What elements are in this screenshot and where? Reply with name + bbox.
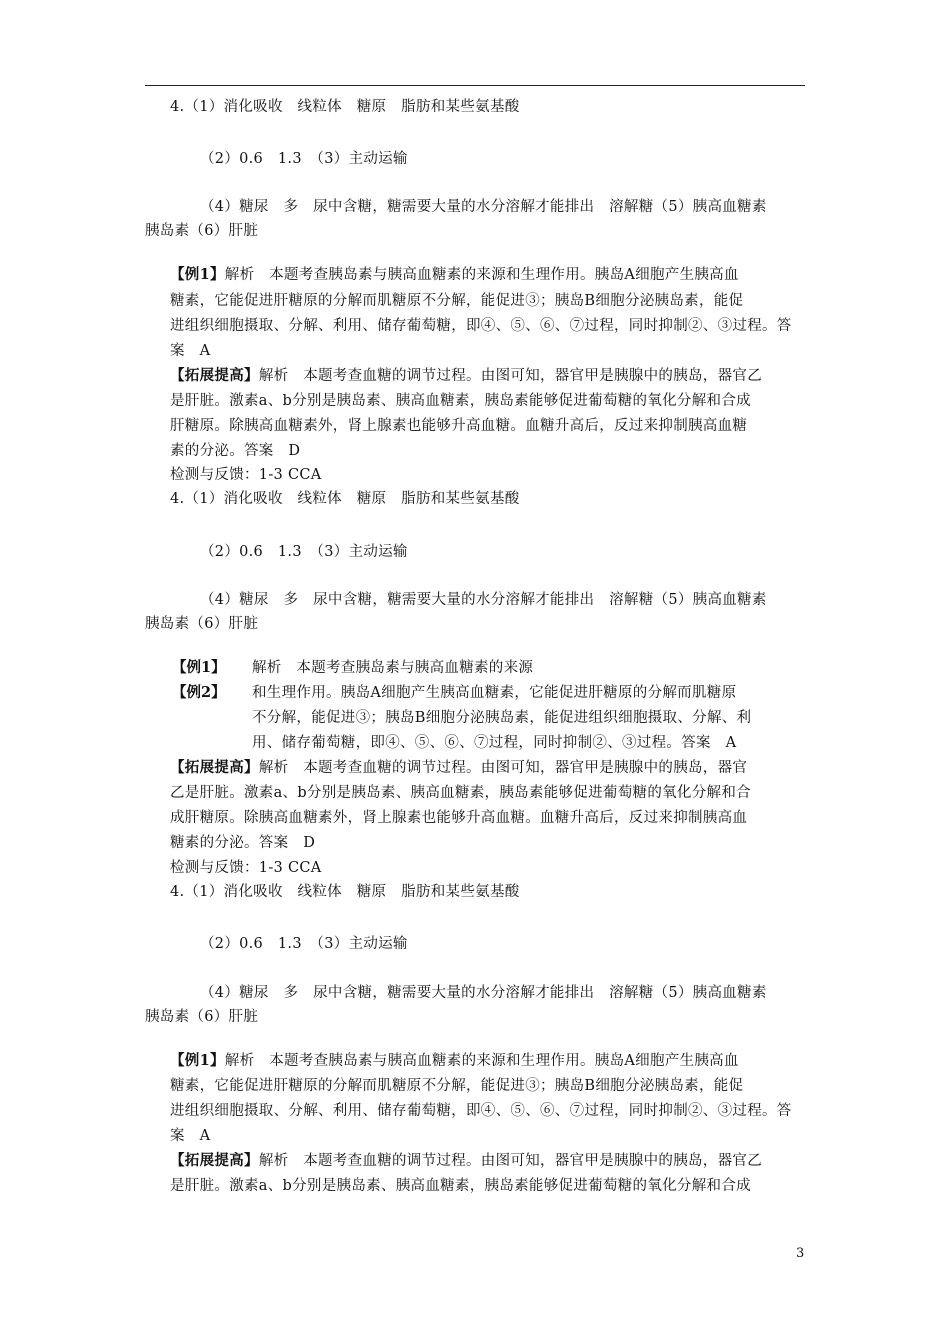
example-line: 不分解，能促进③；胰岛B细胞分泌胰岛素，能促进组织细胞摄取、分解、利 [252, 710, 752, 726]
extension-paragraph: 【拓展提高】解析 本题考查血糖的调节过程。由图可知，器官甲是胰腺中的胰岛，器官乙 [170, 367, 763, 384]
example-1-paragraph: 【例1】解析 本题考查胰岛素与胰高血糖素的来源和生理作用。胰岛A细胞产生胰高血 [170, 266, 739, 283]
answer-4-line: 4.（1）消化吸收 线粒体 糖原 脂肪和某些氨基酸 [170, 99, 520, 115]
extension-line: 糖素的分泌。答案 D [170, 835, 316, 851]
example-1-tag: 【例1】 [172, 659, 226, 676]
answer-4-line: 4.（1）消化吸收 线粒体 糖原 脂肪和某些氨基酸 [170, 491, 520, 507]
example-line: 和生理作用。胰岛A细胞产生胰高血糖素，它能促进肝糖原的分解而肌糖原 [252, 685, 737, 701]
answer-4-line: 4.（1）消化吸收 线粒体 糖原 脂肪和某些氨基酸 [170, 884, 520, 900]
extension-line: 乙是肝脏。激素a、b分别是胰岛素、胰高血糖素，胰岛素能够促进葡萄糖的氧化分解和合 [170, 785, 751, 801]
page-number: 3 [796, 1246, 805, 1261]
example-1-line: 进组织细胞摄取、分解、利用、储存葡萄糖，即④、⑤、⑥、⑦过程，同时抑制②、③过程。答 [170, 318, 792, 334]
example-1-tag: 【例1】 [170, 266, 225, 283]
extension-paragraph: 【拓展提高】解析 本题考查血糖的调节过程。由图可知，器官甲是胰腺中的胰岛，器官乙 [170, 1152, 763, 1169]
answer-4-line: （2）0.6 1.3 （3）主动运输 [200, 151, 408, 167]
example-1-paragraph: 【例1】解析 本题考查胰岛素与胰高血糖素的来源和生理作用。胰岛A细胞产生胰高血 [170, 1052, 739, 1069]
example-2-tag: 【例2】 [172, 684, 226, 701]
example-line: 用、储存葡萄糖，即④、⑤、⑥、⑦过程，同时抑制②、③过程。答案 A [252, 735, 737, 751]
example-line: 解析 本题考查胰岛素与胰高血糖素的来源 [252, 660, 534, 676]
answer-4-line: 胰岛素（6）肝脏 [145, 1009, 259, 1025]
header-rule [145, 85, 805, 86]
answer-4-line: （4）糖尿 多 尿中含糖，糖需要大量的水分溶解才能排出 溶解糖（5）胰高血糖素 [200, 199, 767, 215]
extension-tag: 【拓展提高】 [170, 1152, 259, 1169]
answer-4-line: 胰岛素（6）肝脏 [145, 223, 259, 239]
answer-4-line: （4）糖尿 多 尿中含糖，糖需要大量的水分溶解才能排出 溶解糖（5）胰高血糖素 [200, 985, 767, 1001]
extension-line: 肝糖原。除胰高血糖素外，肾上腺素也能够升高血糖。血糖升高后，反过来抑制胰高血糖 [170, 418, 748, 434]
example-1-line: 糖素，它能促进肝糖原的分解而肌糖原不分解，能促进③；胰岛B细胞分泌胰岛素，能促 [170, 1078, 744, 1094]
answer-4-line: （4）糖尿 多 尿中含糖，糖需要大量的水分溶解才能排出 溶解糖（5）胰高血糖素 [200, 592, 767, 608]
extension-line: 是肝脏。激素a、b分别是胰岛素、胰高血糖素，胰岛素能够促进葡萄糖的氧化分解和合成 [170, 393, 751, 409]
extension-paragraph: 【拓展提高】解析 本题考查血糖的调节过程。由图可知，器官甲是胰腺中的胰岛，器官 [170, 759, 748, 776]
answer-4-line: 胰岛素（6）肝脏 [145, 616, 259, 632]
example-1-line: 进组织细胞摄取、分解、利用、储存葡萄糖，即④、⑤、⑥、⑦过程，同时抑制②、③过程。答 [170, 1103, 792, 1119]
feedback-line: 检测与反馈：1-3 CCA [170, 860, 322, 876]
extension-tag: 【拓展提高】 [170, 367, 259, 384]
extension-line: 是肝脏。激素a、b分别是胰岛素、胰高血糖素，胰岛素能够促进葡萄糖的氧化分解和合成 [170, 1178, 751, 1194]
example-1-line: 糖素，它能促进肝糖原的分解而肌糖原不分解，能促进③；胰岛B细胞分泌胰岛素，能促 [170, 293, 744, 309]
example-1-line: 案 A [170, 1128, 211, 1144]
example-1-line: 案 A [170, 343, 211, 359]
example-1-tag: 【例1】 [170, 1052, 225, 1069]
extension-line: 素的分泌。答案 D [170, 443, 301, 459]
extension-tag: 【拓展提高】 [170, 759, 259, 776]
answer-4-line: （2）0.6 1.3 （3）主动运输 [200, 936, 408, 952]
feedback-line: 检测与反馈：1-3 CCA [170, 467, 322, 483]
extension-line: 成肝糖原。除胰高血糖素外，肾上腺素也能够升高血糖。血糖升高后，反过来抑制胰高血 [170, 810, 748, 826]
answer-4-line: （2）0.6 1.3 （3）主动运输 [200, 544, 408, 560]
